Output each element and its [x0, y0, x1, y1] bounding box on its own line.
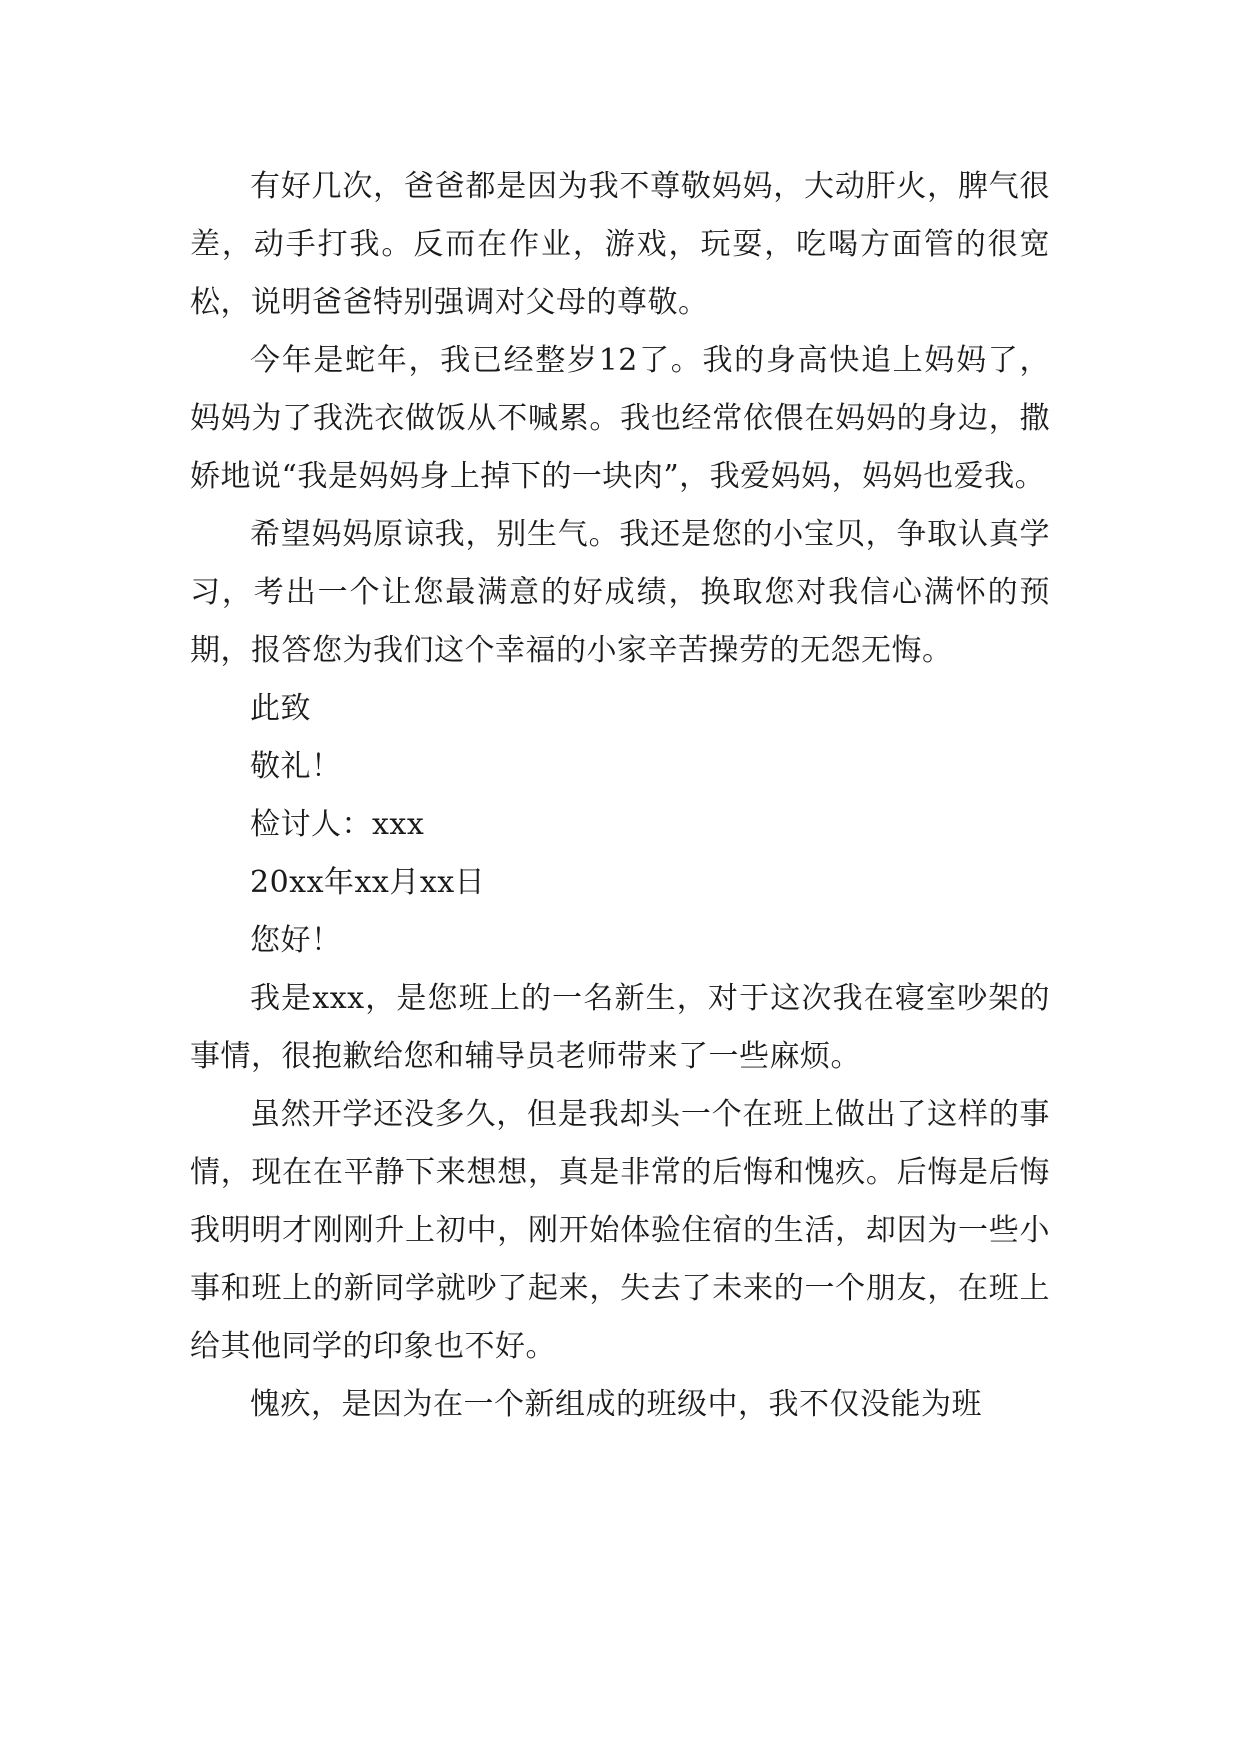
paragraph: 愧疚，是因为在一个新组成的班级中，我不仅没能为班	[250, 1387, 982, 1422]
document-body	[190, 158, 1050, 1434]
closing-salutation: 此致	[250, 691, 311, 726]
greeting-line: 您好！	[250, 923, 342, 958]
date-line: 20xx年xx月xx日	[250, 865, 486, 900]
closing-regards: 敬礼！	[250, 749, 342, 784]
paragraph: 有好几次，爸爸都是因为我不尊敬妈妈，大动肝火，脾气很差，动手打我。反而在作业，游戏，玩耍，吃喝方面管的很宽松，说明爸爸特别强调对父母的尊敬。	[190, 169, 1050, 320]
signer-line: 检讨人：xxx	[250, 807, 425, 842]
paragraph: 我是xxx，是您班上的一名新生，对于这次我在寝室吵架的事情，很抱歉给您和辅导员老师带来了一些麻烦。	[190, 981, 1050, 1074]
paragraph: 虽然开学还没多久，但是我却头一个在班上做出了这样的事情，现在在平静下来想想，真是非常的后悔和愧疚。后悔是后悔我明明才刚刚升上初中，刚开始体验住宿的生活，却因为一些小事和班上的新同学就吵了起来，失去了未来的一个朋友，在班上给其他同学的印象也不好。	[190, 1097, 1050, 1364]
paragraph: 希望妈妈原谅我，别生气。我还是您的小宝贝，争取认真学习，考出一个让您最满意的好成绩，换取您对我信心满怀的预期，报答您为我们这个幸福的小家辛苦操劳的无怨无悔。	[190, 517, 1050, 668]
paragraph: 今年是蛇年，我已经整岁12了。我的身高快追上妈妈了，妈妈为了我洗衣做饭从不喊累。我也经常依偎在妈妈的身边，撒娇地说“我是妈妈身上掉下的一块肉”，我爱妈妈，妈妈也爱我。	[190, 343, 1050, 494]
